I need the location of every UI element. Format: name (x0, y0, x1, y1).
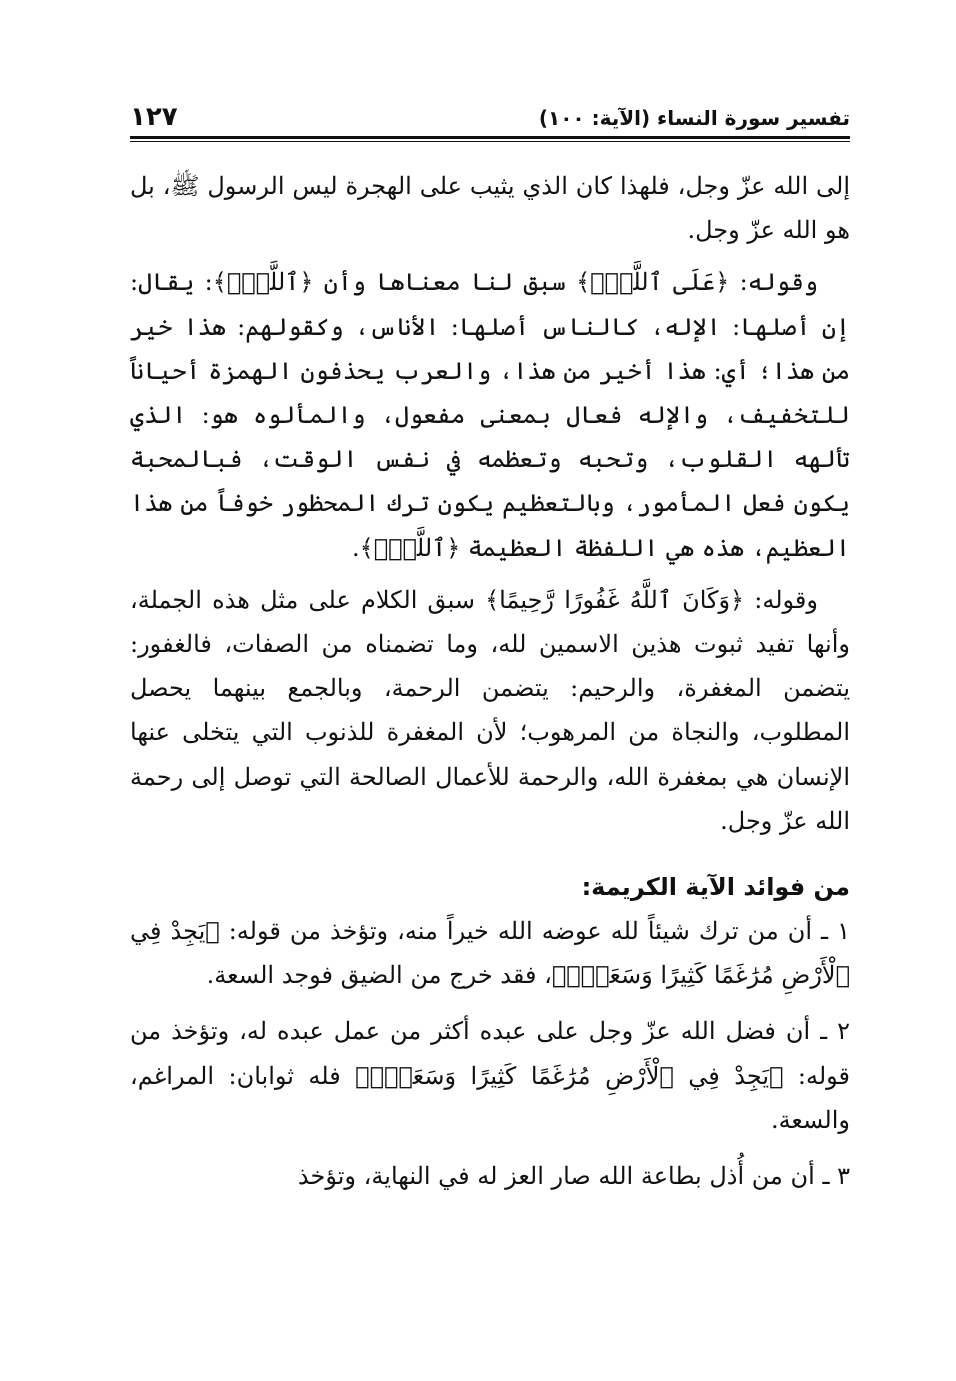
page-number: ١٢٧ (130, 102, 178, 132)
paragraph-continuation: إلى الله عزّ وجل، فلهذا كان الذي يثيب على الهجرة ليس الرسول ﷺ، بل هو الله عزّ وجل. (130, 172, 850, 245)
benefit-item-2: ٢ ـ أن فضل الله عزّ وجل على عبده أكثر من عمل عبده له، وتؤخذ من قوله: ﴿يَجِدْ فِي ٱلْأَرْضِ مُرَٰغَمًا كَثِيرًا وَسَعَةًۚ﴾ فله ثوابان: المراغم، والسعة. (130, 1017, 850, 1134)
section-heading: من فوائد الآية الكريمة: (581, 873, 850, 902)
body-text (130, 164, 850, 1198)
header-rule-thin (130, 141, 850, 142)
page-header (130, 96, 850, 132)
paragraph-allah-meaning: وقوله: ﴿عَلَى ٱللَّهِۗ﴾ سبق لنا معناها وأن ﴿ٱللَّهِۗ﴾: يقال: إن أصلها: الإله، كالناس أصلها: الأناس، وكقولهم: هذا خير من هذا؛ أي: هذا أخير من هذا، والعرب يحذفون الهمزة أحياناً للتخفيف، والإله فعال بمعنى مفعول، والمألوه هو: الذي تألهه القلوب، وتحبه وتعظمه في نفس الوقت، فبالمحبة يكون فعل المأمور، وبالتعظيم يكون ترك المحظور خوفاً من هذا العظيم، هذه هي اللفظة العظيمة ﴿ٱللَّهِۗ﴾. (130, 268, 850, 562)
header-rule-thick (130, 136, 850, 139)
benefit-item-3: ٣ ـ أن من أُذل بطاعة الله صار العز له في النهاية، وتؤخذ (297, 1162, 850, 1191)
book-page (130, 96, 850, 1198)
paragraph-ghafur-rahim: وقوله: ﴿وَكَانَ ٱللَّهُ غَفُورًا رَّحِيمًا﴾ سبق الكلام على مثل هذه الجملة، وأنها تفيد ثبوت هذين الاسمين لله، وما تضمناه من الصفات، فالغفور: يتضمن المغفرة، والرحيم: يتضمن الرحمة، وبالجمع بينهما يحصل المطلوب، والنجاة من المرهوب؛ لأن المغفرة للذنوب التي يتخلى عنها الإنسان هي بمغفرة الله، والرحمة للأعمال الصالحة التي توصل إلى رحمة الله عزّ وجل. (130, 585, 850, 835)
running-title: تفسير سورة النساء (الآية: ١٠٠) (538, 106, 850, 130)
benefit-item-1: ١ ـ أن من ترك شيئاً لله عوضه الله خيراً منه، وتؤخذ من قوله: ﴿يَجِدْ فِي ٱلْأَرْضِ مُرَٰغَمًا كَثِيرًا وَسَعَةًۚ﴾، فقد خرج من الضيق فوجد السعة. (130, 917, 850, 990)
